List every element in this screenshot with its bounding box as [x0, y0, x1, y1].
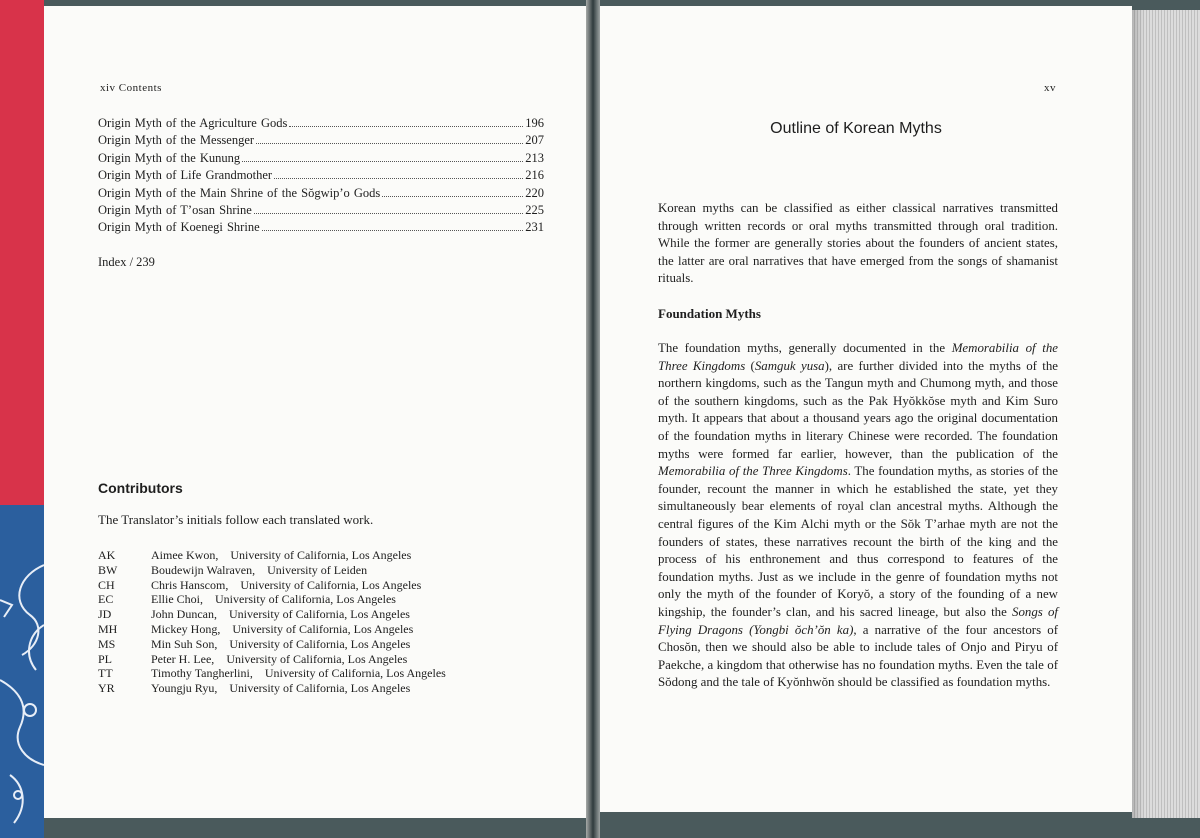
- contributor-name: Boudewijn Walraven,: [151, 562, 256, 577]
- book-cover-red-band: [0, 0, 44, 505]
- contributor-affiliation: University of Leiden: [267, 562, 368, 577]
- toc-entry-page: 225: [525, 202, 544, 217]
- contributor-name: Mickey Hong,: [151, 621, 221, 636]
- book-title-italic: Songs of Flying Dragons (Yongbi ŏch’ŏn ka): [658, 604, 1058, 637]
- chapter-title: Outline of Korean Myths: [770, 120, 942, 137]
- left-running-head: xiv Contents: [100, 82, 162, 94]
- paragraph-text: (: [745, 358, 755, 373]
- contributor-name: Aimee Kwon,: [151, 548, 219, 562]
- contributor-name: Peter H. Lee,: [151, 651, 215, 666]
- page-edge-shadow: [1132, 10, 1144, 818]
- contributor-affiliation: University of California, Los Angeles: [230, 548, 412, 562]
- toc-entry-page: 231: [525, 220, 544, 235]
- contributor-name: Ellie Choi,: [151, 592, 203, 607]
- contributor-initials: CH: [98, 577, 115, 592]
- contributor-row: [98, 563, 446, 578]
- foundation-myths-paragraph: [658, 340, 1058, 692]
- toc-entry[interactable]: [98, 151, 544, 168]
- contributor-row: [98, 622, 446, 637]
- contributors-heading: Contributors: [98, 480, 183, 496]
- toc-leader-dots: [274, 178, 523, 179]
- toc-entry-title: Origin Myth of Koenegi Shrine: [98, 220, 260, 235]
- contributor-row: [98, 578, 446, 593]
- contributor-affiliation: University of California, Los Angeles: [264, 666, 446, 681]
- contributor-row: [98, 666, 446, 681]
- toc-entry[interactable]: [98, 186, 544, 203]
- right-running-head: xv: [1044, 82, 1056, 94]
- contributor-row: [98, 652, 446, 667]
- index-entry[interactable]: Index / 239: [98, 255, 155, 269]
- book-title-italic: Memorabilia of the Three Kingdoms: [658, 464, 848, 479]
- contributor-row: [98, 681, 446, 696]
- toc-entry-page: 216: [525, 168, 544, 183]
- contributor-initials: PL: [98, 651, 113, 666]
- contributor-row: [98, 607, 446, 622]
- contributor-name: Chris Hanscom,: [151, 577, 229, 592]
- toc-leader-dots: [262, 230, 524, 231]
- toc-entry-title: Origin Myth of the Kunung: [98, 150, 241, 165]
- toc-leader-dots: [254, 213, 523, 214]
- contributor-affiliation: University of California, Los Angeles: [229, 681, 411, 696]
- book-title-italic: Memorabilia of the Three Kingdoms: [658, 341, 1059, 373]
- cover-ornament-icon: [0, 505, 44, 838]
- contributors-list: [98, 548, 446, 696]
- contributor-initials: MS: [98, 636, 116, 651]
- contributor-row: [98, 637, 446, 652]
- toc-entry[interactable]: [98, 116, 544, 133]
- contributor-name: Timothy Tangherlini,: [151, 666, 253, 681]
- toc-entry-title: Origin Myth of the Agriculture Gods: [98, 116, 288, 130]
- contributor-initials: EC: [98, 592, 114, 607]
- contributor-affiliation: University of California, Los Angeles: [229, 636, 411, 651]
- toc-entry-page: 207: [525, 133, 544, 148]
- toc-entry-page: 220: [525, 185, 544, 200]
- toc-entry-title: Origin Myth of Life Grandmother: [98, 168, 273, 183]
- toc-entry-title: Origin Myth of the Messenger: [98, 133, 255, 148]
- paragraph-text: ), are further divided into the myths of the northern kingdoms, such as the Tangun myth and Chumong myth, and those of the southern kingdoms, such as the Pak Hyŏkkŏse myth and Kim Suro myth. It appears that about a thousand years ago the original documentation of the foundation myths in literary Chinese were recorded. The foundation myths were formed far earlier, however, than the publication of the: [658, 358, 1059, 461]
- contributor-initials: BW: [98, 562, 118, 577]
- contributor-name: Youngju Ryu,: [151, 681, 218, 696]
- table-of-contents: [98, 116, 544, 238]
- paragraph-text: . The foundation myths, as stories of the founder, recount the manner in which he established the state, yet they simultaneously bear elements of royal clan ancestral myths. Although the central figures of the Kim Alchi myth or the Sŏk T’arhae myth are not the founders of states, these narratives recount the birth of the king and the process of his enthronement and thus correspond to features of the foundation myths. Just as we include in the genre of foundation myths not only the myth of the founder of Koryŏ, a story of the founding of a new kingship, the founder’s clan, and his sacred lineage, but also the: [658, 464, 1059, 619]
- contributors-intro: The Translator’s initials follow each translated work.: [98, 512, 374, 527]
- contributor-initials: MH: [98, 621, 118, 636]
- toc-entry[interactable]: [98, 168, 544, 185]
- paragraph-text: The foundation myths, generally documented in the: [658, 341, 952, 355]
- contributor-affiliation: University of California, Los Angeles: [215, 592, 396, 607]
- contributor-affiliation: University of California, Los Angeles: [232, 621, 414, 636]
- toc-leader-dots: [256, 143, 523, 144]
- toc-leader-dots: [242, 161, 523, 162]
- contributor-name: John Duncan,: [151, 607, 217, 622]
- contributor-row: [98, 592, 446, 607]
- toc-entry[interactable]: [98, 220, 544, 237]
- contributor-name: Min Suh Son,: [151, 636, 218, 651]
- toc-leader-dots: [382, 196, 523, 197]
- contributor-initials: TT: [98, 666, 113, 681]
- paragraph-text: , a narrative of the four ancestors of Chosŏn, then we should also be able to include tales of Onjo and Piryu of Paekche, a kingdom that otherwise has no foundation myths. Even the tale of Sŏdong and the tale of Kyŏnhwŏn should be classified as foundation myths.: [658, 622, 1059, 690]
- intro-paragraph: Korean myths can be classified as either classical narratives transmitted through written records or oral myths transmitted through oral tradition. While the former are generally stories about the founders of ancient states, the latter are oral narratives that have emerged from the songs of shamanist rituals.: [658, 201, 1058, 286]
- toc-entry-title: Origin Myth of the Main Shrine of the Sŏgwip’o Gods: [98, 185, 381, 200]
- contributor-affiliation: University of California, Los Angeles: [240, 577, 422, 592]
- contributor-affiliation: University of California, Los Angeles: [226, 651, 408, 666]
- toc-entry[interactable]: [98, 133, 544, 150]
- contributor-initials: AK: [98, 548, 116, 562]
- toc-entry-page: 213: [525, 150, 544, 165]
- toc-entry-title: Origin Myth of T’osan Shrine: [98, 202, 252, 217]
- contributor-affiliation: University of California, Los Angeles: [229, 607, 410, 622]
- section-heading: Foundation Myths: [658, 306, 761, 321]
- toc-entry[interactable]: [98, 203, 544, 220]
- toc-leader-dots: [289, 126, 523, 127]
- toc-entry-page: 196: [525, 116, 544, 130]
- contributor-initials: YR: [98, 681, 115, 696]
- contributor-initials: JD: [98, 607, 112, 622]
- contributor-row: [98, 548, 446, 563]
- book-cover-blue-band: [0, 505, 44, 838]
- book-title-italic: Samguk yusa: [754, 358, 825, 373]
